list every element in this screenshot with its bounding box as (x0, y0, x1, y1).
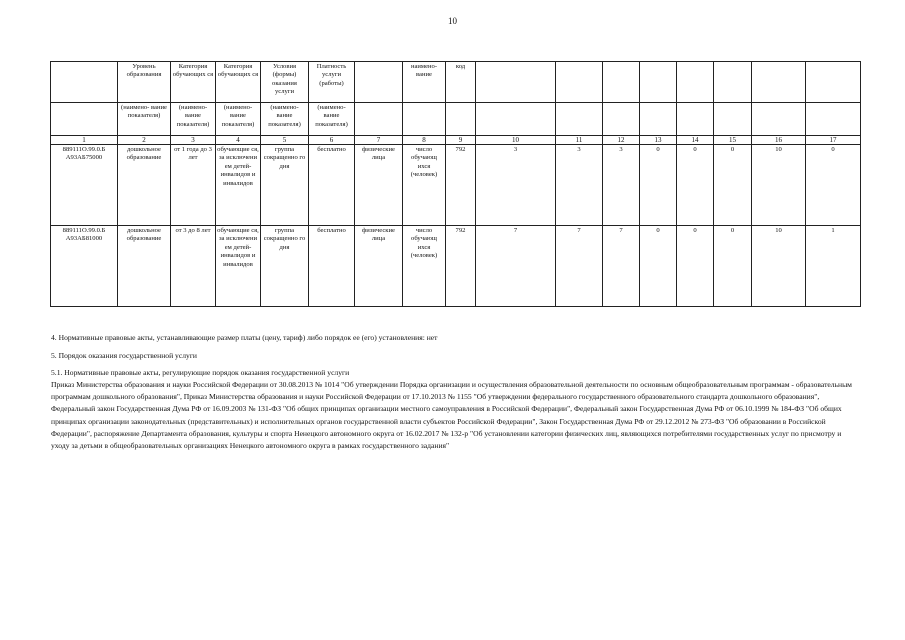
header-subtitle-cell (556, 103, 603, 136)
header-cell: Уровень образования (118, 62, 171, 103)
header-row (51, 62, 861, 103)
table-cell: 0 (714, 145, 752, 226)
table-cell: бесплатно (309, 226, 355, 307)
column-number: 7 (355, 136, 403, 145)
column-number: 1 (51, 136, 118, 145)
table-cell: от 1 года до 3 лет (171, 145, 216, 226)
section-5-1-body: Приказ Министерства образования и науки Российской Федерации от 30.08.2013 № 1014 "Об утверждении Порядка организации и осуществления образовательной деятельности по основным общеобразовательным программам - образовательным программам дошкольного образования", Приказ Министерства образования и науки Российской Федерации от 17.10.2013 № 1155 "Об утверждении федерального государственного образовательного стандарта дошкольного образования", Федеральный закон Государственная Дума РФ от 16.09.2003 № 131-ФЗ "Об общих принципах организации местного самоуправления в Российской Федерации", Федеральный закон Государственная Дума РФ от 06.10.1999 № 184-ФЗ "Об общих принципах организации законодательных (представительных) и исполнительных органов государственной власти субъектов Российской Федерации", Закон Государственная Дума РФ от 29.12.2012 № 273-ФЗ "Об образовании в Российской Федерации", распоряжение Департамента образования, культуры и спорта Ненецкого автономного округа от 16.02.2017 № 132-р "Об установлении категории физических лиц, являющихся потребителями государственных услуг по присмотру и уходу за детьми в общеобразовательных организациях Ненецкого автономного округа в рамках государственного задания" (51, 380, 852, 451)
section-4-paragraph: 4. Нормативные правовые акты, устанавливающие размер платы (цену, тариф) либо порядок ее (его) установления: нет (51, 333, 438, 342)
table-cell: 0 (677, 226, 714, 307)
table-cell: 3 (476, 145, 556, 226)
table-cell: число обучающ ихся (человек) (403, 226, 446, 307)
header-subtitle-row (51, 103, 861, 136)
header-subtitle-cell: (наимено- вание показателя) (216, 103, 261, 136)
column-number: 17 (806, 136, 861, 145)
column-number: 14 (677, 136, 714, 145)
header-subtitle-cell (51, 103, 118, 136)
table-cell: обучающие ся, за исключени ем детей- инвалидов и инвалидов (216, 226, 261, 307)
header-subtitle-cell (677, 103, 714, 136)
header-cell: Категория обучающих ся (216, 62, 261, 103)
header-subtitle-cell (714, 103, 752, 136)
header-cell (714, 62, 752, 103)
table-cell: 792 (446, 226, 476, 307)
header-cell (806, 62, 861, 103)
column-number: 9 (446, 136, 476, 145)
column-number: 16 (752, 136, 806, 145)
service-indicators-table (50, 61, 861, 307)
column-number: 10 (476, 136, 556, 145)
header-cell (640, 62, 677, 103)
column-number-row (51, 136, 861, 145)
header-subtitle-cell: (наимено- вание показателя) (118, 103, 171, 136)
table-cell: 0 (806, 145, 861, 226)
header-subtitle-cell (806, 103, 861, 136)
header-cell (476, 62, 556, 103)
header-cell: наимено- вание (403, 62, 446, 103)
table-cell: число обучающ ихся (человек) (403, 145, 446, 226)
table-cell: 7 (603, 226, 640, 307)
column-number: 6 (309, 136, 355, 145)
table-cell: физические лица (355, 226, 403, 307)
header-cell: Платность услуги (работы) (309, 62, 355, 103)
header-cell: код (446, 62, 476, 103)
table-cell: 10 (752, 226, 806, 307)
column-number: 3 (171, 136, 216, 145)
table-cell: 3 (603, 145, 640, 226)
header-subtitle-cell (476, 103, 556, 136)
table-cell: 0 (640, 226, 677, 307)
table-cell: 0 (677, 145, 714, 226)
table-cell: 792 (446, 145, 476, 226)
table-cell: дошкольное образование (118, 145, 171, 226)
header-subtitle-cell (403, 103, 446, 136)
header-subtitle-cell: (наимено- вание показателя) (261, 103, 309, 136)
table-cell: 7 (556, 226, 603, 307)
header-cell (603, 62, 640, 103)
column-number: 8 (403, 136, 446, 145)
header-cell (752, 62, 806, 103)
header-subtitle-cell (752, 103, 806, 136)
header-cell (556, 62, 603, 103)
table-cell: 0 (640, 145, 677, 226)
section-5-1-heading: 5.1. Нормативные правовые акты, регулирующие порядок оказания государственной услуги (51, 368, 350, 377)
table-cell: 7 (476, 226, 556, 307)
column-number: 5 (261, 136, 309, 145)
table-cell: обучающие ся, за исключени ем детей- инвалидов и инвалидов (216, 145, 261, 226)
column-number: 12 (603, 136, 640, 145)
column-number: 15 (714, 136, 752, 145)
table-cell: дошкольное образование (118, 226, 171, 307)
table-cell: группа сокращенно го дня (261, 226, 309, 307)
header-subtitle-cell (603, 103, 640, 136)
header-subtitle-cell: (наимено- вание показателя) (171, 103, 216, 136)
column-number: 11 (556, 136, 603, 145)
table-cell: группа сокращенно го дня (261, 145, 309, 226)
table-cell: 889111О.99.0.Б А93АБ75000 (51, 145, 118, 226)
column-number: 2 (118, 136, 171, 145)
table-cell: бесплатно (309, 145, 355, 226)
table-cell: физические лица (355, 145, 403, 226)
column-number: 13 (640, 136, 677, 145)
table-cell: 3 (556, 145, 603, 226)
header-cell: Условия (формы) оказания услуги (261, 62, 309, 103)
table-row (51, 226, 861, 307)
table-cell: 0 (714, 226, 752, 307)
page-number: 10 (448, 16, 457, 26)
table-cell: 1 (806, 226, 861, 307)
header-subtitle-cell: (наимено- вание показателя) (309, 103, 355, 136)
table-cell: 889111О.99.0.Б А93АБ81000 (51, 226, 118, 307)
table-row (51, 145, 861, 226)
header-subtitle-cell (355, 103, 403, 136)
section-5-heading: 5. Порядок оказания государственной услуги (51, 351, 197, 360)
header-subtitle-cell (640, 103, 677, 136)
table-cell: от 3 до 8 лет (171, 226, 216, 307)
header-cell: Категория обучающих ся (171, 62, 216, 103)
table-cell: 10 (752, 145, 806, 226)
header-cell (51, 62, 118, 103)
header-subtitle-cell (446, 103, 476, 136)
column-number: 4 (216, 136, 261, 145)
header-cell (677, 62, 714, 103)
header-cell (355, 62, 403, 103)
